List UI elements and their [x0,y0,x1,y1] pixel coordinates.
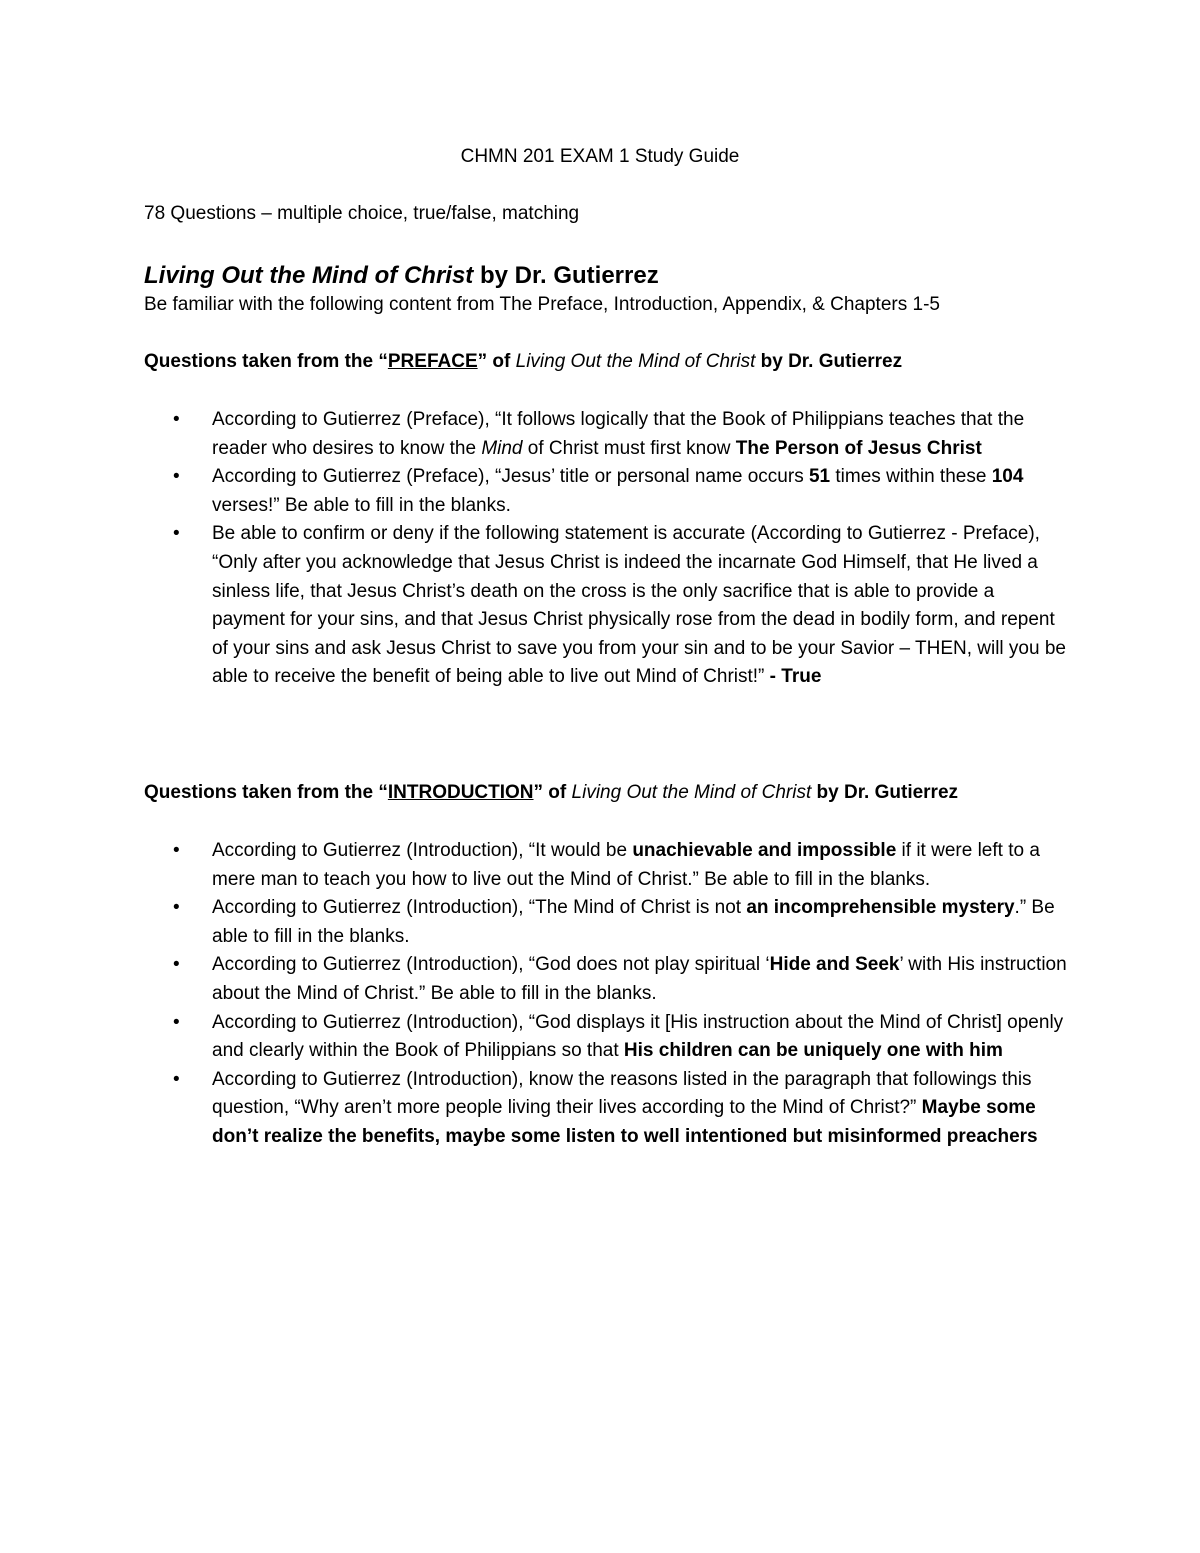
bullet-icon: • [173,466,180,488]
bullet-icon: • [173,897,180,919]
item-answer: His children can be uniquely one with him [623,1040,1003,1062]
item-answer: 104 [991,466,1024,488]
book-title: Living Out the Mind of Christ [144,262,474,289]
section-keyword: INTRODUCTION [387,782,534,803]
bullet-icon: • [173,523,180,545]
item-text: According to Gutierrez (Introduction), “God displays it [His instruction about the Mind of Christ] openly and clearly within the Book of Philippians so that [212,1011,1064,1062]
list-item [0,894,1072,951]
bullet-icon: • [173,840,180,861]
item-text: verses!” Be able to fill in the blanks. [212,494,511,516]
list-item [0,837,1072,894]
item-answer: The Person of Jesus Christ [735,437,982,459]
document-title: CHMN 201 EXAM 1 Study Guide [460,146,740,167]
item-answer: Maybe some don’t realize the benefits, maybe some listen to well intentioned but misinformed preachers [212,1097,1038,1147]
section-heading-text: ” of [533,782,572,803]
section-book-title: Living Out the Mind of Christ [571,782,812,803]
bullet-icon: • [173,409,180,430]
item-answer: - True [769,666,822,688]
item-text: According to Gutierrez (Preface), “Jesus’ title or personal name occurs [212,466,809,488]
introduction-question-list [0,837,1200,1152]
item-text: .” Be able to fill in the blanks. [212,897,1055,947]
bullet-icon: • [173,1011,180,1033]
item-text: of Christ must first know [522,437,736,459]
item-answer: 51 [808,466,831,488]
item-text: Be able to confirm or deny if the following statement is accurate (According to Gutierrez - Preface), “Only after you acknowledge that Jesus Christ is indeed the incarnate God Himself, that He lived a sinless life, that Jesus Christ’s death on the cross is the only sacrifice that is able to provide a payment for your sins, and that Jesus Christ physically rose from the dead in bodily form, and repent of your sins and ask Jesus Christ to save you from your sin and to be your Savior – THEN, will you be able to receive the benefit of being able to live out Mind of Christ!” [212,523,1066,688]
item-text: According to Gutierrez (Introduction), “The Mind of Christ is not [212,897,747,919]
exam-format: 78 Questions – multiple choice, true/false, matching [144,203,580,224]
item-text: According to Gutierrez (Introduction), know the reasons listed in the paragraph that followings this question, “Why aren’t more people living their lives according to the Mind of Christ?” [212,1068,1032,1119]
item-answer: unachievable and impossible [632,840,897,861]
section-heading-preface [144,348,902,377]
list-item [0,1066,1072,1152]
item-emphasis: Mind [481,437,523,459]
list-item [0,1009,1072,1066]
section-heading-text: by Dr. Gutierrez [811,782,959,803]
book-author: by Dr. Gutierrez [473,262,659,289]
section-heading-text: Questions taken from the “ [144,782,388,803]
book-heading [144,262,659,291]
item-answer: an incomprehensible mystery [746,897,1015,919]
item-text: According to Gutierrez (Introduction), “God does not play spiritual ‘ [212,954,770,976]
section-book-title: Living Out the Mind of Christ [515,351,756,372]
section-heading-text: ” of [477,351,516,372]
preface-question-list [0,406,1200,692]
list-item [0,406,1072,463]
section-keyword: PREFACE [387,351,478,372]
item-text: According to Gutierrez (Preface), “It follows logically that the Book of Philippians teaches that the reader who desires to know the [212,409,1025,459]
list-item [0,463,1072,520]
item-text: According to Gutierrez (Introduction), “It would be [212,840,633,861]
content-scope: Be familiar with the following content from The Preface, Introduction, Appendix, & Chapters 1-5 [144,294,940,315]
item-answer: Hide and Seek [769,954,900,976]
bullet-icon: • [173,954,180,976]
bullet-icon: • [173,1068,180,1090]
section-heading-introduction [144,779,958,808]
section-heading-text: by Dr. Gutierrez [755,351,903,372]
list-item [0,520,1072,692]
item-text: if it were left to a mere man to teach you how to live out the Mind of Christ.” Be able to fill in the blanks. [212,840,1040,890]
section-heading-text: Questions taken from the “ [144,351,388,372]
item-text: ’ with His instruction about the Mind of Christ.” Be able to fill in the blanks. [212,954,1067,1004]
item-text: times within these [830,466,992,488]
list-item [0,951,1072,1008]
